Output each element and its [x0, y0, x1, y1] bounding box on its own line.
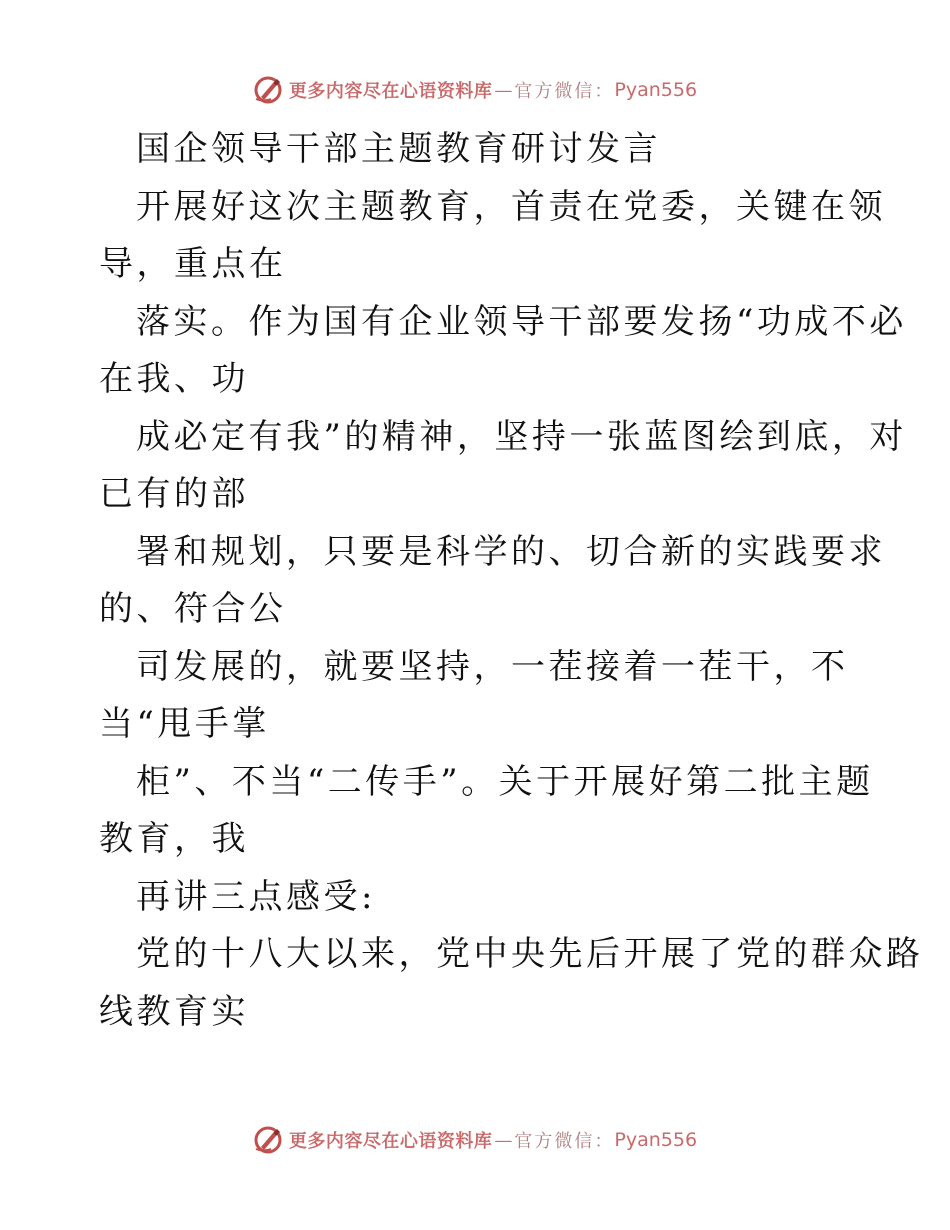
document-body: [99, 121, 924, 1041]
text-line: 党的十八大以来，党中央先后开展了党的群众路: [136, 934, 924, 974]
text-line: 落实。作为国有企业领导干部要发扬“功成不必: [136, 301, 907, 342]
watermark-main-text: 更多内容尽在心语资料库: [288, 81, 493, 102]
text-line: 柜”、不当“二传手”。关于开展好第二批主题: [136, 761, 874, 802]
text-line: 再讲三点感受:: [136, 876, 376, 917]
watermark-dash: —: [494, 1129, 513, 1151]
text-line: 在我、功: [99, 359, 249, 399]
text-line: 当“甩手掌: [99, 704, 270, 744]
text-line: 导，重点在: [99, 244, 287, 284]
watermark-account: Pyan556: [614, 79, 698, 101]
watermark-sub-text: 官方微信：: [514, 81, 615, 102]
text-line: 教育，我: [99, 819, 249, 859]
watermark-account: Pyan556: [614, 1129, 698, 1151]
text-line: 成必定有我”的精神，坚持一张蓝图绘到底，对: [136, 416, 907, 457]
text-line: 司发展的，就要坚持，一茬接着一茬干，不: [136, 646, 849, 687]
text-line: 署和规划，只要是科学的、切合新的实践要求: [136, 531, 886, 572]
text-line: 线教育实: [99, 991, 249, 1032]
text-line: 已有的部: [99, 474, 249, 514]
watermark-main-text: 更多内容尽在心语资料库: [288, 1131, 493, 1152]
pen-logo-icon: [253, 75, 283, 105]
header-watermark: [0, 70, 950, 110]
text-line: 开展好这次主题教育，首责在党委，关键在领: [136, 186, 886, 227]
pen-logo-icon: [253, 1125, 283, 1155]
watermark-dash: —: [494, 79, 513, 101]
watermark-sub-text: 官方微信：: [514, 1131, 615, 1152]
text-line: 的、符合公: [99, 589, 287, 629]
footer-watermark: [0, 1120, 950, 1160]
document-title: 国企领导干部主题教育研讨发言: [136, 129, 661, 169]
